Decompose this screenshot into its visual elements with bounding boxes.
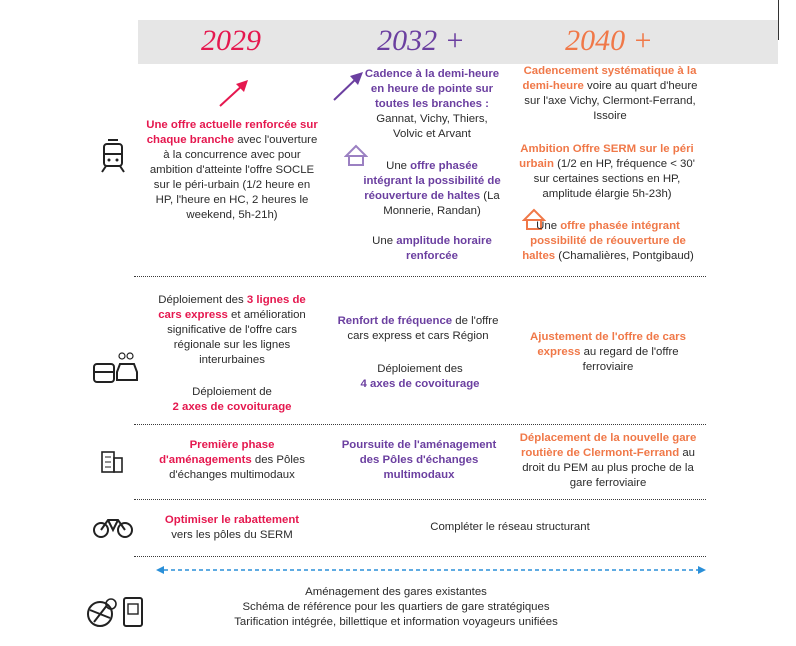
- global-text: Aménagement des gares existantes Schéma de référence pour les quartiers de gare stratégiques Tarification intégrée, billettique et information voyageurs unifiées: [234, 586, 558, 628]
- timeline-arrow: [156, 563, 706, 577]
- hub-2040-text: Déplacement de la nouvelle gare routière de Clermont-Ferrand au droit du PEM au plus proche de la gare ferroviaire: [519, 432, 697, 489]
- bus-2029-text: Déploiement des 3 lignes de cars express et amélioration significative de l'offre cars régionale sur les lignes interurbaines: [158, 294, 306, 366]
- rail-2040-ambition: Ambition Offre SERM sur le péri urbain (1/2 en HP, fréquence < 30' sur certaines sections en HP, amplitude élargie 5h-23h): [519, 143, 695, 200]
- bus-2029-covoiturage: Déploiement de 2 axes de covoiturage: [172, 386, 292, 413]
- rail-2040-cadencement: Cadencement systématique à la demi-heure voire au quart d'heure sur l'axe Vichy, Clermont-Ferrand, Issoire: [522, 65, 698, 122]
- year-2040: 2040 +: [565, 24, 653, 57]
- rail-2032-cadence: Cadence à la demi-heure en heure de pointe sur toutes les branches : Gannat, Vichy, Thiers, Volvic et Arvant: [364, 68, 500, 140]
- rail-2032-amplitude: Une amplitude horaire renforcée: [372, 235, 492, 262]
- hub-2029-text: Première phase d'aménagements des Pôles d'échanges multimodaux: [159, 439, 305, 481]
- building-icon: [98, 448, 126, 474]
- arrow-up-right-icon: [330, 70, 366, 104]
- row-divider: [134, 276, 706, 277]
- row-divider: [134, 556, 706, 557]
- train-icon: [98, 138, 128, 174]
- year-2032: 2032 +: [377, 24, 465, 57]
- bike-2032-text: Compléter le réseau structurant: [430, 521, 590, 533]
- bus-car-icon: [92, 350, 140, 386]
- row-divider: [134, 424, 706, 425]
- border-line: [778, 0, 779, 40]
- year-2029: 2029: [201, 24, 261, 57]
- rail-2029-text: Une offre actuelle renforcée sur chaque branche avec l'ouverture à la concurrence avec pour ambition d'atteinte l'offre SOCLE sur le péri-urbain (1/2 heure en HP, l'heure en HC, 2 heures le weekend, 5h-21h): [146, 119, 318, 221]
- bus-2032-text: Renfort de fréquence de l'offre cars express et cars Région: [337, 315, 499, 342]
- arrow-up-right-icon: [216, 78, 252, 110]
- hub-2032-text: Poursuite de l'aménagement des Pôles d'échanges multimodaux: [341, 439, 497, 481]
- row-divider: [134, 499, 706, 500]
- rail-2040-haltes: Une offre phasée intégrant possibilité de réouverture de haltes (Chamalières, Pontgibaud): [522, 220, 694, 262]
- rail-2032-haltes: Une offre phasée intégrant la possibilité de réouverture de haltes (La Monnerie, Randan): [363, 160, 501, 217]
- bus-2040-text: Ajustement de l'offre de cars express au regard de l'offre ferroviaire: [530, 331, 686, 373]
- map-ticket-icon: [86, 596, 148, 630]
- bike-icon: [92, 514, 134, 540]
- bike-2029-text: Optimiser le rabattement vers les pôles du SERM: [164, 514, 300, 541]
- bus-2032-covoiturage: Déploiement des 4 axes de covoiturage: [360, 363, 480, 390]
